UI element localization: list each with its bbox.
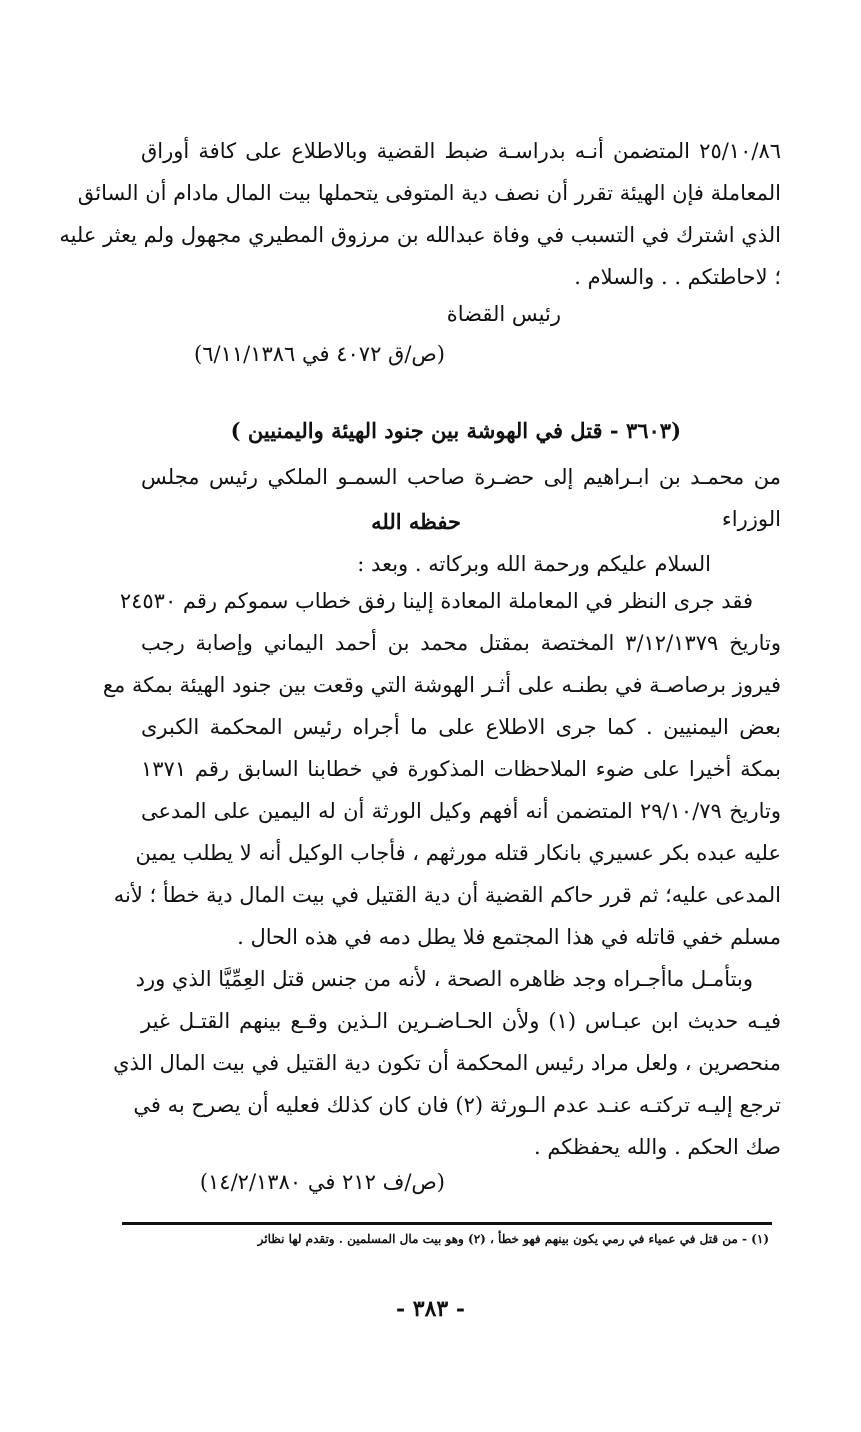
paragraph-line: بعض اليمنيين . كما جرى الاطلاع على ما أجراه رئيس المحكمة الكبرى	[141, 715, 781, 739]
paragraph-line: وتاريخ ٢٩/١٠/٧٩ المتضمن أنه أفهم وكيل الورثة أن له اليمين على المدعى	[141, 799, 781, 823]
footnote-divider	[122, 1222, 772, 1225]
paragraph-line: المدعى عليه؛ ثم قرر حاكم القضية أن دية القتيل في بيت المال دية خطأ ؛ لأنه	[113, 883, 781, 907]
paragraph-1	[102, 580, 781, 958]
paragraph-line: بمكة أخيرا على ضوء الملاحظات المذكورة في خطابنا السابق رقم ١٣٧١	[141, 757, 781, 781]
prev-letter-line: ؛ لاحاطتكم . . والسلام .	[574, 265, 781, 289]
from-line: من محمـد بن ابـراهيم إلى حضـرة صاحب السمـو الملكي رئيس مجلس	[141, 465, 781, 489]
page-number: - ٣٨٣ -	[395, 1296, 466, 1322]
paragraph-line: فيـه حديث ابن عبـاس (١) ولأن الحـاضـرين الـذين وقـع بينهم القتـل غير	[141, 1009, 781, 1033]
paragraph-line: صك الحكم . والله يحفظكم .	[533, 1135, 781, 1159]
prev-letter-reference: (ص/ق ٤٠٧٢ في ٦/١١/١٣٨٦)	[194, 342, 445, 366]
paragraph-2	[113, 958, 781, 1168]
paragraph-line: منحصرين ، ولعل مراد رئيس المحكمة أن تكون دية القتيل في بيت المال الذي	[113, 1051, 781, 1075]
signature-chief-judges: رئيس القضاة	[446, 302, 561, 326]
paragraph-line: فقد جرى النظر في المعاملة المعادة إلينا رفق خطاب سموكم رقم ٢٤٥٣٠	[119, 589, 753, 613]
prev-letter-line: المعاملة فإن الهيئة تقرر أن نصف دية المتوفى يتحملها بيت المال مادام أن السائق	[77, 181, 781, 205]
prev-letter-line: ٢٥/١٠/٨٦ المتضمن أنـه بدراسـة ضبط القضية وبالاطلاع على كافة أوراق	[141, 139, 781, 163]
paragraph-line: عليه عبده بكر عسيري بانكار قتله مورثهم ، فأجاب الوكيل أنه لا يطلب يمين	[135, 841, 781, 865]
prev-letter-line: الذي اشترك في التسبب في وفاة عبدالله بن مرزوق المطيري مجهول ولم يعثر عليه	[59, 223, 781, 247]
section-reference: (ص/ف ٢١٢ في ١٤/٢/١٣٨٠)	[199, 1170, 445, 1194]
footnote: (١) - من قتل في عمياء في رمي يكون بينهم فهو خطأ ، (٢) وهو بيت مال المسلمين . وتقدم لها نظائر	[257, 1232, 769, 1246]
paragraph-line: مسلم خفي قاتله في هذا المجتمع فلا يطل دمه في هذه الحال .	[237, 925, 781, 949]
paragraph-line: وتاريخ ٣/١٢/١٣٧٩ المختصة بمقتل محمد بن أحمد اليماني وإصابة رجب	[141, 631, 781, 655]
hafizahu-allah: حفظه الله	[371, 509, 461, 534]
section-heading: (٣٦٠٣ - قتل في الهوشة بين جنود الهيئة واليمنيين )	[230, 418, 681, 443]
prev-letter-body	[59, 130, 781, 298]
from-line-2: الوزراء	[721, 507, 781, 531]
paragraph-line: ترجع إليـه تركتـه عنـد عدم الـورثة (٢) فان كان كذلك فعليه أن يصرح به في	[133, 1093, 781, 1117]
salutation: السلام عليكم ورحمة الله وبركاته . وبعد :	[357, 552, 711, 576]
paragraph-line: فيروز برصاصـة في بطنـه على أثـر الهوشة التي وقعت بين جنود الهيئة بمكة مع	[102, 673, 781, 697]
address-block	[141, 456, 781, 540]
paragraph-line: وبتأمـل ماأجـراه وجد ظاهره الصحة ، لأنه من جنس قتل العِمِّيَّا الذي ورد	[135, 967, 753, 991]
